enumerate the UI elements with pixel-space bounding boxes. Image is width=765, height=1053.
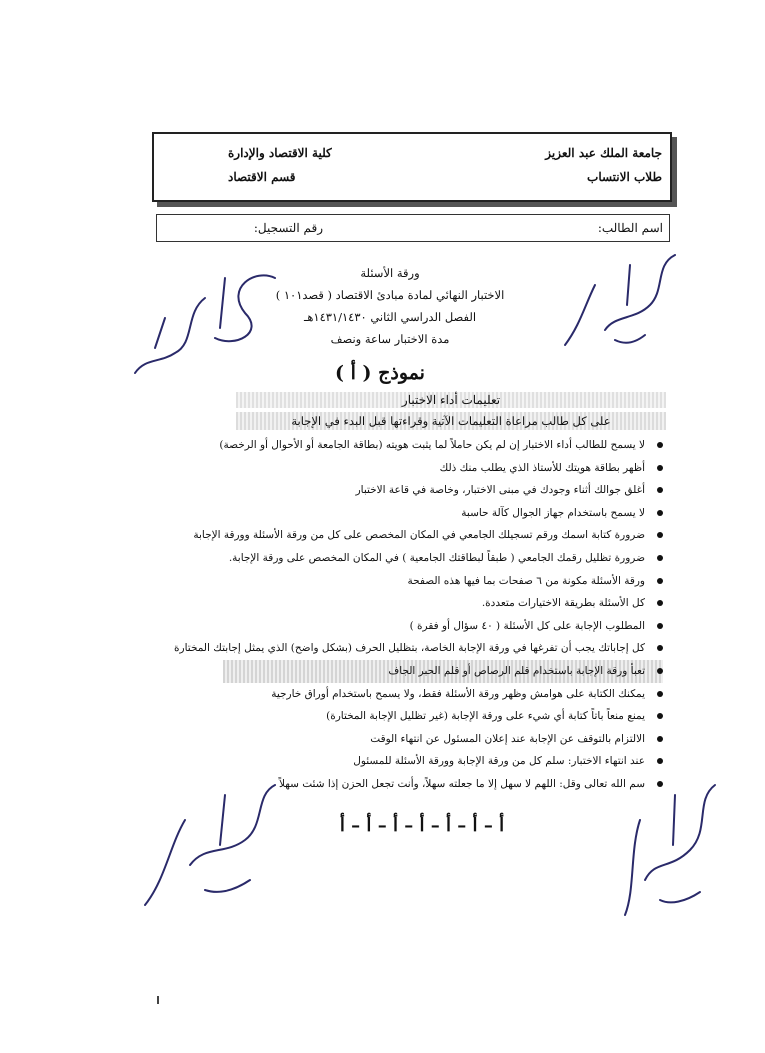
instruction-text: ورقة الأسئلة مكونة من ٦ صفحات بما فيها هذه الصفحة xyxy=(407,574,645,587)
instruction-text: عند انتهاء الاختبار: سلم كل من ورقة الإجابة وورقة الأسئلة للمسئول xyxy=(353,755,645,768)
instruction-text: لا يسمح للطالب أداء الاختبار إن لم يكن حاملاً لما يثبت هويته (بطاقة الجامعة أو الأحوال أو الرخصة) xyxy=(219,439,645,451)
instructions-intro: على كل طالب مراعاة التعليمات الآتية وقراءتها قبل البدء في الإجابة xyxy=(236,412,666,430)
semester: الفصل الدراسي الثاني ١٤٣١/١٤٣٠هـ xyxy=(303,310,477,324)
instruction-item xyxy=(223,728,663,751)
instructions-title: تعليمات أداء الاختبار xyxy=(236,392,666,408)
exam-title: الاختبار النهائي لمادة مبادئ الاقتصاد ( قصد١٠١ ) xyxy=(275,288,505,302)
instruction-text: يمنع منعاً باتاً كتابة أي شيء على ورقة الإجابة (غير تظليل الإجابة المختارة) xyxy=(326,710,645,723)
instruction-text: المطلوب الإجابة على كل الأسئلة ( ٤٠ سؤال أو فقرة ) xyxy=(409,619,645,632)
instruction-text: يمكنك الكتابة على هوامش وظهر ورقة الأسئلة فقط، ولا يسمح باستخدام أوراق خارجية xyxy=(271,687,645,700)
instruction-text: سم الله تعالى وقل: اللهم لا سهل إلا ما جعلته سهلاً، وأنت تجعل الحزن إذا شئت سهلاً xyxy=(278,777,645,790)
bullet-icon xyxy=(657,758,663,764)
instruction-item xyxy=(223,705,663,728)
instruction-item xyxy=(223,683,663,706)
registration-label: رقم التسجيل: xyxy=(253,221,323,235)
instruction-text: أظهر بطاقة هويتك للأستاذ الذي يطلب منك ذلك xyxy=(439,461,645,474)
department-name: قسم الاقتصاد xyxy=(228,170,296,184)
instruction-text: ضرورة تظليل رقمك الجامعي ( طبقاً لبطاقتك الجامعية ) في المكان المخصص على ورقة الإجابة. xyxy=(228,551,645,564)
bullet-icon xyxy=(657,487,663,493)
duration: مدة الاختبار ساعة ونصف xyxy=(330,332,450,346)
instruction-item xyxy=(223,660,663,683)
header-box xyxy=(152,132,672,202)
instruction-text: الالتزام بالتوقف عن الإجابة عند إعلان المسئول عن انتهاء الوقت xyxy=(370,732,645,745)
instructions-list xyxy=(174,434,663,796)
instruction-item xyxy=(174,637,663,660)
university-name: جامعة الملك عبد العزيز xyxy=(545,146,662,160)
instruction-text: كل الأسئلة بطريقة الاختيارات متعددة. xyxy=(481,597,645,610)
instruction-item xyxy=(223,502,663,525)
handwritten-mark-icon xyxy=(615,770,735,925)
bullet-icon xyxy=(657,623,663,629)
instruction-text: لا يسمح باستخدام جهاز الجوال كآلة حاسبة xyxy=(461,506,645,519)
bullet-icon xyxy=(657,510,663,516)
bullet-icon xyxy=(657,668,663,674)
student-info-box xyxy=(156,214,670,242)
bullet-icon xyxy=(657,600,663,606)
handwritten-mark-icon xyxy=(135,770,300,920)
handwritten-mark-icon xyxy=(555,245,700,360)
college-name: كلية الاقتصاد والإدارة xyxy=(228,146,332,160)
instruction-text: أغلق جوالك أثناء وجودك في مبنى الاختبار، وخاصة في قاعة الاختبار xyxy=(355,484,645,497)
instruction-text: ضرورة كتابة اسمك ورقم تسجيلك الجامعي في المكان المخصص على كل من ورقة الأسئلة وورقة الإجابة xyxy=(193,529,645,542)
bullet-icon xyxy=(657,465,663,471)
instruction-item xyxy=(193,524,663,547)
scan-mark xyxy=(157,996,159,1004)
bullet-icon xyxy=(657,532,663,538)
bullet-icon xyxy=(657,578,663,584)
instruction-item xyxy=(219,434,663,457)
instruction-item xyxy=(223,570,663,593)
exam-model: نموذج ( أ ) xyxy=(335,362,425,384)
bullet-icon xyxy=(657,645,663,651)
bullet-icon xyxy=(657,736,663,742)
instruction-item xyxy=(223,479,663,502)
answer-letters: أ – أ – أ – أ – أ – أ – أ xyxy=(339,815,505,836)
instruction-item xyxy=(223,547,663,570)
instruction-text: تعبأ ورقة الإجابة باستخدام قلم الرصاص أو قلم الحبر الجاف xyxy=(388,664,645,677)
handwritten-mark-icon xyxy=(125,258,300,388)
bullet-icon xyxy=(657,691,663,697)
instruction-item xyxy=(223,457,663,480)
student-name-label: اسم الطالب: xyxy=(597,221,663,235)
bullet-icon xyxy=(657,442,663,448)
paper-label: ورقة الأسئلة xyxy=(360,266,420,280)
instruction-item xyxy=(223,615,663,638)
bullet-icon xyxy=(657,555,663,561)
students-type: طلاب الانتساب xyxy=(587,170,662,184)
instruction-text: كل إجاباتك يجب أن تفرغها في ورقة الإجابة الخاصة، بتظليل الحرف (بشكل واضح) الذي يمثل إجابتك المختارة xyxy=(174,642,645,655)
instruction-item xyxy=(223,592,663,615)
bullet-icon xyxy=(657,713,663,719)
